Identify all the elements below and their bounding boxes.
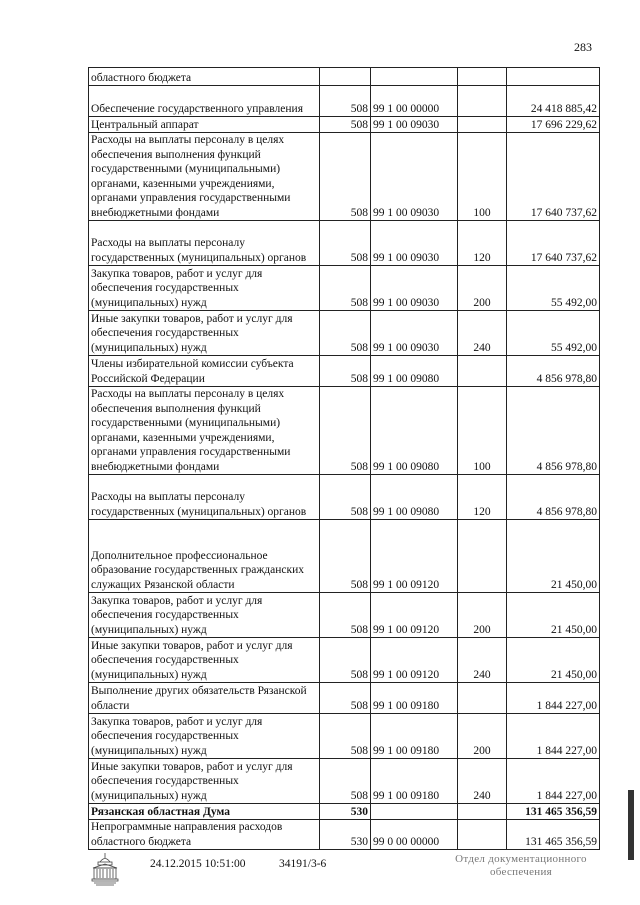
table-row xyxy=(89,475,600,520)
cell-grbs: 508 xyxy=(320,387,371,475)
cell-target-article: 99 1 00 09030 xyxy=(371,133,458,221)
table-row xyxy=(89,117,600,133)
cell-target-article xyxy=(371,804,458,820)
cell-name: Закупка товаров, работ и услуг для обеспечения государственных (муниципальных) нужд xyxy=(89,714,320,759)
cell-grbs: 530 xyxy=(320,820,371,850)
cell-expense-type xyxy=(458,683,507,714)
cell-grbs: 508 xyxy=(320,356,371,387)
cell-target-article: 99 1 00 09120 xyxy=(371,520,458,593)
cell-target-article: 99 1 00 09180 xyxy=(371,714,458,759)
cell-name: Рязанская областная Дума xyxy=(89,804,320,820)
cell-target-article: 99 1 00 09080 xyxy=(371,356,458,387)
cell-amount: 4 856 978,80 xyxy=(507,387,600,475)
footer-doc-number: 34191/3-6 xyxy=(279,858,327,870)
cell-target-article xyxy=(371,68,458,86)
cell-expense-type xyxy=(458,820,507,850)
cell-target-article: 99 0 00 00000 xyxy=(371,820,458,850)
cell-grbs: 508 xyxy=(320,117,371,133)
cell-amount: 24 418 885,42 xyxy=(507,86,600,117)
cell-amount: 1 844 227,00 xyxy=(507,759,600,804)
cell-amount: 4 856 978,80 xyxy=(507,475,600,520)
cell-expense-type xyxy=(458,68,507,86)
cell-grbs: 508 xyxy=(320,221,371,266)
cell-amount: 21 450,00 xyxy=(507,638,600,683)
cell-expense-type xyxy=(458,117,507,133)
cell-expense-type xyxy=(458,804,507,820)
cell-amount: 55 492,00 xyxy=(507,311,600,356)
cell-name: Расходы на выплаты персоналу государственных (муниципальных) органов xyxy=(89,475,320,520)
cell-target-article: 99 1 00 09030 xyxy=(371,117,458,133)
cell-amount: 1 844 227,00 xyxy=(507,714,600,759)
cell-name: Расходы на выплаты персоналу в целях обеспечения выполнения функций государственными (муниципальными) органами, казенными учреждениями, органами управления государственными внебюджетными фондами xyxy=(89,387,320,475)
scan-edge-mark xyxy=(628,790,634,860)
cell-name: Обеспечение государственного управления xyxy=(89,86,320,117)
cell-grbs: 508 xyxy=(320,593,371,638)
cell-grbs: 508 xyxy=(320,86,371,117)
cell-grbs: 508 xyxy=(320,266,371,311)
table-row xyxy=(89,221,600,266)
cell-name: Расходы на выплаты персоналу в целях обеспечения выполнения функций государственными (муниципальными) органами, казенными учреждениями, органами управления государственными внебюджетными фондами xyxy=(89,133,320,221)
cell-name: Закупка товаров, работ и услуг для обеспечения государственных (муниципальных) нужд xyxy=(89,266,320,311)
cell-name: Расходы на выплаты персоналу государственных (муниципальных) органов xyxy=(89,221,320,266)
cell-amount: 17 640 737,62 xyxy=(507,133,600,221)
cell-name: Выполнение других обязательств Рязанской области xyxy=(89,683,320,714)
cell-expense-type: 200 xyxy=(458,266,507,311)
cell-name: Центральный аппарат xyxy=(89,117,320,133)
cell-target-article: 99 1 00 09120 xyxy=(371,638,458,683)
cell-target-article: 99 1 00 09030 xyxy=(371,311,458,356)
cell-amount xyxy=(507,68,600,86)
footer-stamp: Отдел документационного обеспечения xyxy=(455,853,587,878)
cell-target-article: 99 1 00 09080 xyxy=(371,387,458,475)
cell-amount: 4 856 978,80 xyxy=(507,356,600,387)
table-row xyxy=(89,759,600,804)
cell-expense-type: 240 xyxy=(458,759,507,804)
table-row xyxy=(89,714,600,759)
cell-grbs: 508 xyxy=(320,133,371,221)
cell-amount: 21 450,00 xyxy=(507,520,600,593)
cell-name: Непрограммные направления расходов областного бюджета xyxy=(89,820,320,850)
cell-expense-type: 100 xyxy=(458,387,507,475)
cell-grbs: 508 xyxy=(320,311,371,356)
table-row xyxy=(89,86,600,117)
cell-name: Дополнительное профессиональное образование государственных гражданских служащих Рязанской области xyxy=(89,520,320,593)
cell-amount: 21 450,00 xyxy=(507,593,600,638)
duma-building-logo-icon xyxy=(90,852,120,886)
cell-amount: 131 465 356,59 xyxy=(507,820,600,850)
cell-name: Иные закупки товаров, работ и услуг для обеспечения государственных (муниципальных) нужд xyxy=(89,311,320,356)
cell-target-article: 99 1 00 09180 xyxy=(371,759,458,804)
table-row xyxy=(89,68,600,86)
cell-expense-type xyxy=(458,86,507,117)
table-row xyxy=(89,593,600,638)
table-row xyxy=(89,387,600,475)
cell-expense-type xyxy=(458,520,507,593)
cell-grbs: 508 xyxy=(320,475,371,520)
cell-grbs: 508 xyxy=(320,714,371,759)
cell-grbs: 508 xyxy=(320,638,371,683)
cell-target-article: 99 1 00 09120 xyxy=(371,593,458,638)
cell-target-article: 99 1 00 09030 xyxy=(371,266,458,311)
cell-name: Иные закупки товаров, работ и услуг для обеспечения государственных (муниципальных) нужд xyxy=(89,638,320,683)
page-number: 283 xyxy=(574,40,592,54)
table-row xyxy=(89,133,600,221)
table-row xyxy=(89,820,600,850)
cell-grbs xyxy=(320,68,371,86)
cell-expense-type: 240 xyxy=(458,311,507,356)
cell-amount: 55 492,00 xyxy=(507,266,600,311)
table-row xyxy=(89,356,600,387)
cell-name: Иные закупки товаров, работ и услуг для обеспечения государственных (муниципальных) нужд xyxy=(89,759,320,804)
cell-amount: 17 640 737,62 xyxy=(507,221,600,266)
cell-expense-type: 200 xyxy=(458,714,507,759)
cell-grbs: 508 xyxy=(320,520,371,593)
cell-amount: 1 844 227,00 xyxy=(507,683,600,714)
table-row xyxy=(89,683,600,714)
cell-expense-type: 100 xyxy=(458,133,507,221)
cell-amount: 131 465 356,59 xyxy=(507,804,600,820)
cell-target-article: 99 1 00 09030 xyxy=(371,221,458,266)
cell-expense-type: 200 xyxy=(458,593,507,638)
cell-grbs: 530 xyxy=(320,804,371,820)
cell-target-article: 99 1 00 09080 xyxy=(371,475,458,520)
table-row xyxy=(89,804,600,820)
cell-name: Члены избирательной комиссии субъекта Российской Федерации xyxy=(89,356,320,387)
budget-table xyxy=(88,67,600,850)
cell-expense-type xyxy=(458,356,507,387)
cell-grbs: 508 xyxy=(320,759,371,804)
cell-target-article: 99 1 00 09180 xyxy=(371,683,458,714)
table-row xyxy=(89,520,600,593)
cell-target-article: 99 1 00 00000 xyxy=(371,86,458,117)
cell-grbs: 508 xyxy=(320,683,371,714)
cell-amount: 17 696 229,62 xyxy=(507,117,600,133)
footer-datetime: 24.12.2015 10:51:00 xyxy=(150,858,246,870)
cell-name: Закупка товаров, работ и услуг для обеспечения государственных (муниципальных) нужд xyxy=(89,593,320,638)
cell-expense-type: 240 xyxy=(458,638,507,683)
table-row xyxy=(89,638,600,683)
table-row xyxy=(89,266,600,311)
cell-name: областного бюджета xyxy=(89,68,320,86)
cell-expense-type: 120 xyxy=(458,221,507,266)
cell-expense-type: 120 xyxy=(458,475,507,520)
table-row xyxy=(89,311,600,356)
